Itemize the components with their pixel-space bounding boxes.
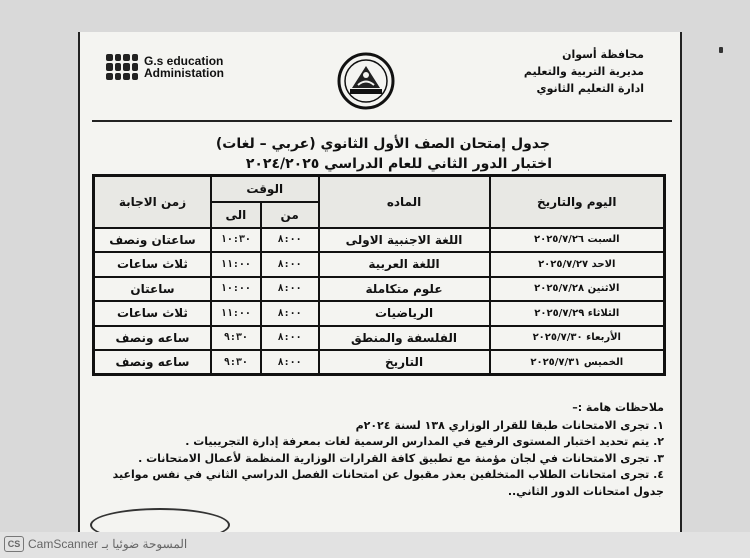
row-duration: ثلاث ساعات [94,301,211,326]
document-page [78,32,682,532]
table-row [94,301,665,326]
gs-education-logo [106,54,224,80]
important-notes [84,400,664,500]
divider [92,120,672,122]
row-to: ١١:٠٠ [211,252,261,277]
row-duration: ساعتان [94,277,211,302]
header-day-date: اليوم والتاريخ [490,176,665,228]
watermark-app-name: CamScanner [28,537,99,551]
row-subject: الرياضيات [319,301,490,326]
row-subject: الفلسفة والمنطق [319,326,490,351]
row-date: الثلاثاء ٢٠٢٥/٧/٢٩ [490,301,665,326]
note-item: ٣. تجرى الامتحانات في لجان مؤمنة مع تطبيق كافة القرارات الوزارية المنظمة لأعمال الامتحانات . [138,451,664,465]
row-from: ٨:٠٠ [261,228,319,253]
header-to: الى [211,202,261,228]
watermark-arabic: المسوحة ضوئيا بـ [102,537,188,551]
row-from: ٨:٠٠ [261,277,319,302]
org-line2: Administation [144,66,224,80]
row-date: الخميس ٢٠٢٥/٧/٣١ [490,350,665,375]
notes-heading: ملاحظات هامة :– [572,401,664,414]
camscanner-watermark [4,536,187,552]
header-line: مديرية التربية والتعليم [523,65,644,78]
row-from: ٨:٠٠ [261,301,319,326]
grid-logo-icon [106,54,138,80]
row-subject: علوم متكاملة [319,277,490,302]
directorate-header [524,46,644,97]
table-row [94,228,665,253]
row-duration: ساعتان ونصف [94,228,211,253]
page-mark [719,47,723,53]
row-date: الاحد ٢٠٢٥/٧/٢٧ [490,252,665,277]
ministry-emblem-icon [336,52,396,110]
row-subject: اللغة الاجنبية الاولى [319,228,490,253]
exam-schedule-table [92,174,666,376]
note-item: ٤. تجرى امتحانات الطلاب المتخلفين بعذر مقبول عن امتحانات الفصل الدراسي الثاني في نفس مواعيد [112,468,664,481]
table-row [94,326,665,351]
row-to: ٩:٣٠ [211,350,261,375]
row-date: الاثنين ٢٠٢٥/٧/٢٨ [490,277,665,302]
row-to: ١٠:٠٠ [211,277,261,302]
note-item: ١. تجرى الامتحانات طبقا للقرار الوزاري ١٣٨ لسنة ٢٠٢٤م [355,418,664,432]
row-duration: ساعه ونصف [94,326,211,351]
note-item: ٢. يتم تحديد اختبار المستوى الرفيع في المدارس الرسمية لغات بمعرفة إدارة التجريبيات . [185,435,664,448]
row-date: السبت ٢٠٢٥/٧/٢٦ [490,228,665,253]
row-to: ٩:٣٠ [211,326,261,351]
row-subject: اللغة العربية [319,252,490,277]
camscanner-icon: CS [4,536,24,552]
row-date: الأربعاء ٢٠٢٥/٧/٣٠ [490,326,665,351]
row-from: ٨:٠٠ [261,252,319,277]
header-subject: الماده [319,176,490,228]
table-header-row [94,176,665,202]
row-to: ١٠:٣٠ [211,228,261,253]
org-line1: G.s education [144,54,224,68]
row-duration: ثلاث ساعات [94,252,211,277]
row-from: ٨:٠٠ [261,350,319,375]
table-row [94,252,665,277]
header-time: الوقت [211,176,319,202]
schedule-title: جدول إمتحان الصف الأول الثانوي (عربي – لغات) [215,136,550,152]
schedule-subtitle: اختبار الدور الثاني للعام الدراسي ٢٠٢٤/٢٠٢٥ [245,156,552,172]
row-to: ١١:٠٠ [211,301,261,326]
header-from: من [261,202,319,228]
row-duration: ساعه ونصف [94,350,211,375]
header-line: ادارة التعليم الثانوي [536,82,644,95]
row-subject: التاريخ [319,350,490,375]
table-row [94,350,665,375]
table-row [94,277,665,302]
header-line: محافظة أسوان [562,48,644,61]
row-from: ٨:٠٠ [261,326,319,351]
header-duration: زمن الاجابة [94,176,211,228]
note-item: جدول امتحانات الدور الثاني.. [507,484,664,498]
